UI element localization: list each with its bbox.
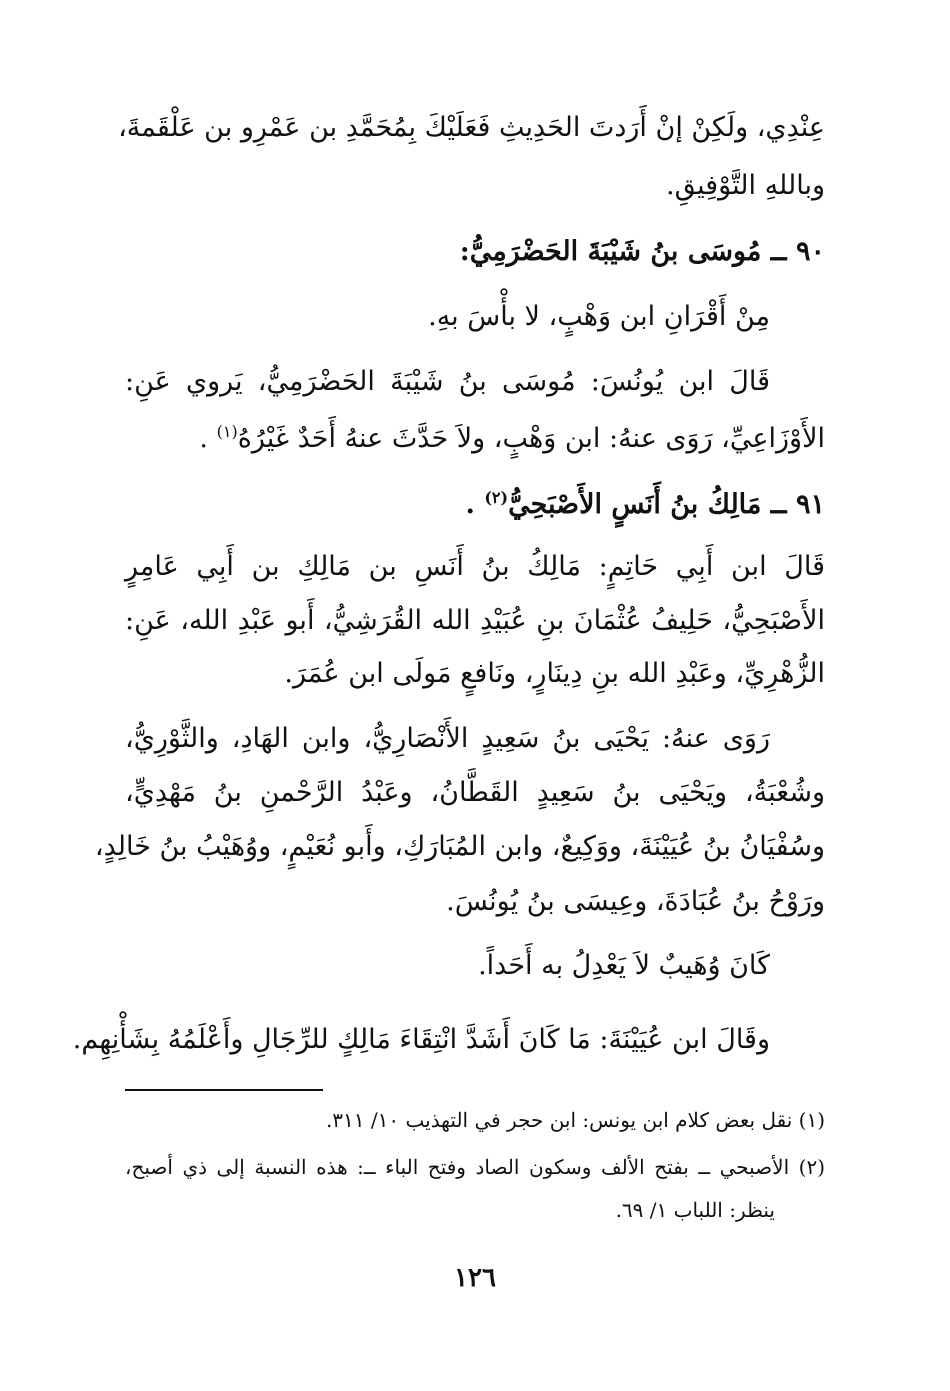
footnote-ref-2: (٢) <box>484 488 509 507</box>
text-line: رَوَى عنهُ: يَحْيَى بنُ سَعِيدٍ الأَنْصَارِيُّ، وابن الهَادِ، والثَّوْرِيُّ، <box>125 723 770 754</box>
text-line: الزُّهْرِيِّ، وعَبْدِ الله بنِ دِينَارٍ، ونَافعٍ مَولَى ابن عُمَرَ. <box>284 658 825 689</box>
entry-heading-91 <box>125 478 825 525</box>
footnote-ref-1: (١) <box>216 422 238 441</box>
footnote-separator <box>125 1089 323 1091</box>
footnote-1: (١) نقل بعض كلام ابن يونس: ابن حجر في التهذيب ١٠/ ٣١١. <box>325 1108 825 1132</box>
text-line: قَالَ ابن أَبِي حَاتِمٍ: مَالِكُ بنُ أَنَسِ بن مَالِكِ بن أَبِي عَامِرٍ <box>125 551 825 582</box>
text-line: الأَصْبَحِيُّ، حَلِيفُ عُثْمَانَ بنِ عُبَيْدِ الله القُرَشِيُّ، أَبو عَبْدِ الله، عَنِ: <box>125 605 825 636</box>
period: . <box>465 489 475 520</box>
text-line: وسُفْيَانُ بنُ عُيَيْنَةَ، ووَكِيعٌ، وابن المُبَارَكِ، وأَبو نُعَيْمٍ، ووُهَيْبُ بنُ خَالِدٍ، <box>94 831 825 862</box>
text-segment: الأَوْزَاعِيِّ، رَوَى عنهُ: ابن وَهْبٍ، ولاَ حَدَّثَ عنهُ أَحَدٌ غَيْرُهُ <box>237 423 825 454</box>
text-line: وشُعْبَةُ، ويَحْيَى بنُ سَعِيدٍ القَطَّانُ، وعَبْدُ الرَّحْمنِ بنُ مَهْدِيٍّ، <box>125 777 825 808</box>
text-line: ورَوْحُ بنُ عُبَادَةَ، وعِيسَى بنُ يُونُسَ. <box>446 886 825 917</box>
page-number: ١٢٦ <box>454 1263 496 1293</box>
footnote-2-continued: ينظر: اللباب ١/ ٦٩. <box>615 1198 775 1222</box>
text-line: كَانَ وُهَيبٌ لاَ يَعْدِلُ به أَحَداً. <box>478 950 770 981</box>
footnote-2: (٢) الأصبحي ــ بفتح الألف وسكون الصاد وفتح الباء ــ: هذه النسبة إلى ذي أصبح، <box>125 1155 825 1179</box>
entry-heading-90: ٩٠ ــ مُوسَى بنُ شَيْبَةَ الحَضْرَمِيُّ: <box>459 236 825 267</box>
text-line: قَالَ ابن يُونُسَ: مُوسَى بنُ شَيْبَةَ الحَضْرَمِيُّ، يَروي عَنِ: <box>125 366 770 397</box>
text-line: عِنْدِي، ولَكِنْ إنْ أَرَدتَ الحَدِيثِ فَعَلَيْكَ بِمُحَمَّدِ بن عَمْرِو بن عَلْقَمةَ، <box>118 112 825 143</box>
text-line: وقَالَ ابن عُيَيْنَةَ: مَا كَانَ أَشَدَّ انْتِقَاءَ مَالِكٍ للرِّجَالِ وأَعْلَمُهُ بِشَأْنِهِم. <box>72 1024 770 1055</box>
text-line: وباللهِ التَّوْفِيقِ. <box>666 170 825 201</box>
heading-text: ٩١ ــ مَالِكُ بنُ أَنَسٍ الأَصْبَحِيُّ <box>508 489 825 520</box>
text-line <box>125 412 825 459</box>
period: . <box>199 423 209 454</box>
text-line: مِنْ أَقْرَانِ ابن وَهْبٍ، لا بأْسَ بهِ. <box>428 301 770 332</box>
